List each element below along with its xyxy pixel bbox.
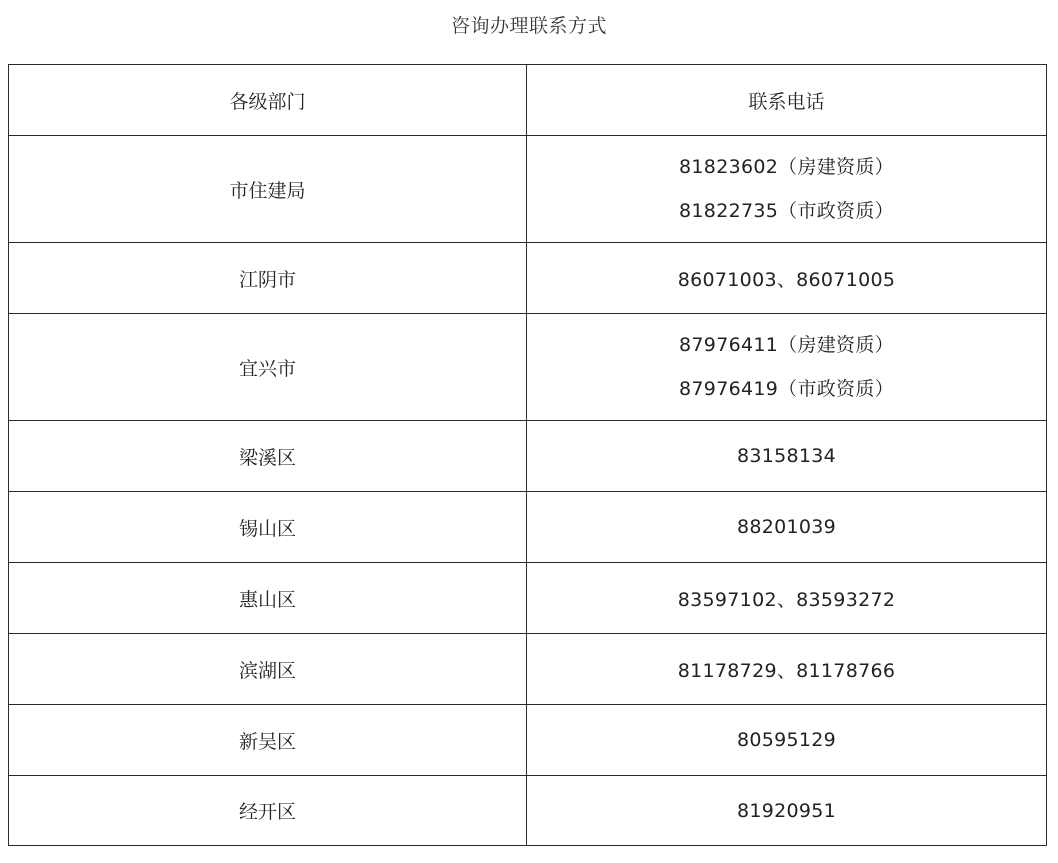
table-row bbox=[9, 776, 1047, 846]
table-row bbox=[9, 314, 1047, 421]
department-cell: 梁溪区 bbox=[9, 421, 527, 492]
phone-cell bbox=[527, 705, 1047, 776]
phone-cell bbox=[527, 776, 1047, 846]
phone-cell bbox=[527, 243, 1047, 314]
department-cell: 市住建局 bbox=[9, 136, 527, 243]
table-row bbox=[9, 243, 1047, 314]
contact-table bbox=[8, 64, 1047, 846]
phone-number: 87976419（市政资质） bbox=[679, 378, 894, 400]
phone-number: 81822735（市政资质） bbox=[679, 200, 894, 222]
department-cell: 新吴区 bbox=[9, 705, 527, 776]
table-caption: 咨询办理联系方式 bbox=[450, 15, 607, 37]
phone-number: 86071003、86071005 bbox=[677, 268, 896, 291]
department-cell: 惠山区 bbox=[9, 563, 527, 634]
phone-number: 88201039 bbox=[736, 516, 837, 538]
phone-cell bbox=[527, 492, 1047, 563]
phone-cell bbox=[527, 421, 1047, 492]
department-cell: 滨湖区 bbox=[9, 634, 527, 705]
department-cell: 宜兴市 bbox=[9, 314, 527, 421]
table-row bbox=[9, 492, 1047, 563]
phone-number: 80595129 bbox=[736, 729, 837, 751]
department-cell: 经开区 bbox=[9, 776, 527, 846]
table-row bbox=[9, 705, 1047, 776]
phone-cell bbox=[527, 634, 1047, 705]
table-row bbox=[9, 634, 1047, 705]
table-row bbox=[9, 136, 1047, 243]
phone-number: 83597102、83593272 bbox=[677, 588, 896, 611]
phone-number: 81178729、81178766 bbox=[677, 659, 896, 682]
header-department: 各级部门 bbox=[9, 65, 527, 136]
table-header-row bbox=[9, 65, 1047, 136]
department-cell: 江阴市 bbox=[9, 243, 527, 314]
phone-number: 81823602（房建资质） bbox=[679, 156, 894, 178]
phone-cell bbox=[527, 314, 1047, 421]
phone-number: 83158134 bbox=[736, 445, 837, 467]
phone-number: 81920951 bbox=[736, 799, 837, 822]
phone-number: 87976411（房建资质） bbox=[679, 334, 894, 356]
header-phone: 联系电话 bbox=[527, 65, 1047, 136]
table-row bbox=[9, 563, 1047, 634]
phone-cell bbox=[527, 136, 1047, 243]
table-row bbox=[9, 421, 1047, 492]
phone-cell bbox=[527, 563, 1047, 634]
department-cell: 锡山区 bbox=[9, 492, 527, 563]
